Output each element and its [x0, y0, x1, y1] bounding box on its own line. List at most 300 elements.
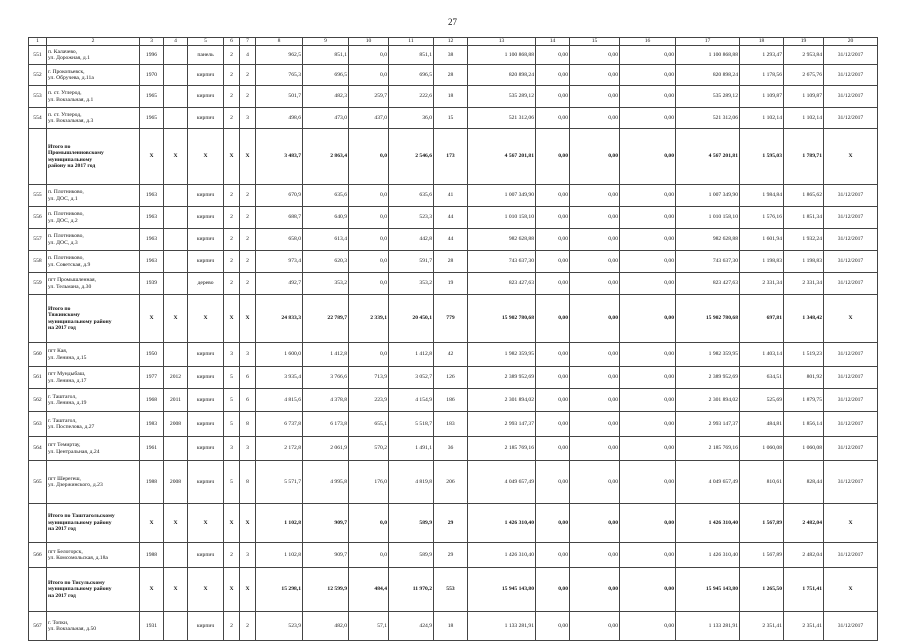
cell-registered-residents: 18: [434, 86, 468, 108]
cell-funds-owners: 2 301 894,02: [676, 389, 740, 412]
cell-entrances: Х: [240, 129, 256, 185]
cell-floors: 3: [224, 343, 240, 367]
cell-area-nonresidential: 176,0: [349, 461, 389, 504]
cell-total-area: 498,6: [256, 108, 303, 129]
cell-floors: Х: [224, 295, 240, 343]
cell-area-residential: 2 546,6: [389, 129, 434, 185]
cell-funds-owners: 1 426 310,40: [676, 543, 740, 568]
cell-registered-residents: 206: [434, 461, 468, 504]
cell-area-nonresidential: 0,0: [349, 543, 389, 568]
cell-row-number: 567: [29, 612, 47, 641]
cell-unit-cost-repair: 2 351,41: [740, 612, 784, 641]
cell-area-of-premises: 353,2: [303, 273, 349, 295]
cell-repair-cost-total: 1 426 310,40: [468, 543, 536, 568]
cell-address: Итого по Тисульскому муниципальному району на 2017 год: [47, 568, 140, 612]
cell-row-number: [29, 295, 47, 343]
cell-address: г. Прокопьевск, ул. Обручева, д.11а: [47, 65, 140, 86]
cell-completion-date: 31/12/2017: [824, 65, 878, 86]
cell-limit-unit-cost: 1 789,71: [784, 129, 824, 185]
cell-funds-regional: 0,00: [570, 229, 620, 251]
column-number-row: [29, 38, 878, 46]
cell-funds-owners: 4 567 201,81: [676, 129, 740, 185]
cell-registered-residents: 44: [434, 207, 468, 229]
cell-total-area: 1 102,8: [256, 543, 303, 568]
cell-row-number: 560: [29, 343, 47, 367]
cell-limit-unit-cost: 828,44: [784, 461, 824, 504]
cell-registered-residents: 553: [434, 568, 468, 612]
cell-funds-regional: 0,00: [570, 251, 620, 273]
cell-year-built: 1963: [140, 207, 164, 229]
cell-funds-local: 0,00: [620, 251, 676, 273]
cell-funds-federal: 0,00: [536, 65, 570, 86]
cell-entrances: Х: [240, 295, 256, 343]
cell-limit-unit-cost: 1 102,14: [784, 108, 824, 129]
cell-floors: 2: [224, 543, 240, 568]
cell-area-nonresidential: 57,1: [349, 612, 389, 641]
column-number: 8: [256, 38, 303, 46]
table-row: [29, 437, 878, 461]
cell-address: п. Плотниково, ул. ДОС, д.2: [47, 207, 140, 229]
cell-wall-material: кирпич: [188, 412, 224, 437]
cell-area-nonresidential: 0,0: [349, 343, 389, 367]
cell-year-built: 1996: [140, 46, 164, 65]
cell-registered-residents: 28: [434, 251, 468, 273]
cell-entrances: 2: [240, 612, 256, 641]
cell-year-renovated: [164, 46, 188, 65]
cell-wall-material: панель: [188, 46, 224, 65]
cell-row-number: 566: [29, 543, 47, 568]
table-row: [29, 185, 878, 207]
cell-area-of-premises: 620,3: [303, 251, 349, 273]
column-number: 4: [164, 38, 188, 46]
cell-funds-owners: 2 389 952,69: [676, 367, 740, 389]
cell-year-renovated: Х: [164, 295, 188, 343]
table-row: [29, 108, 878, 129]
cell-repair-cost-total: 1 133 281,91: [468, 612, 536, 641]
cell-repair-cost-total: 1 010 158,10: [468, 207, 536, 229]
column-number: 19: [784, 38, 824, 46]
cell-area-nonresidential: 0,0: [349, 504, 389, 543]
cell-funds-local: 0,00: [620, 129, 676, 185]
cell-unit-cost-repair: 1 403,14: [740, 343, 784, 367]
column-number: 11: [389, 38, 434, 46]
cell-area-nonresidential: 223,9: [349, 389, 389, 412]
column-number: 15: [570, 38, 620, 46]
cell-limit-unit-cost: 2 953,84: [784, 46, 824, 65]
cell-floors: 2: [224, 273, 240, 295]
cell-area-nonresidential: 0,0: [349, 65, 389, 86]
cell-year-renovated: [164, 108, 188, 129]
table-row: [29, 367, 878, 389]
cell-completion-date: 31/12/2017: [824, 108, 878, 129]
cell-area-nonresidential: 0,0: [349, 129, 389, 185]
cell-year-built: 1939: [140, 273, 164, 295]
column-number: 18: [740, 38, 784, 46]
cell-year-built: 1965: [140, 108, 164, 129]
cell-limit-unit-cost: 2 351,41: [784, 612, 824, 641]
cell-year-built: 1931: [140, 612, 164, 641]
cell-unit-cost-repair: 1 567,89: [740, 504, 784, 543]
cell-row-number: 556: [29, 207, 47, 229]
cell-limit-unit-cost: 2 482,04: [784, 504, 824, 543]
cell-funds-regional: 0,00: [570, 185, 620, 207]
cell-funds-owners: 535 289,12: [676, 86, 740, 108]
cell-funds-local: 0,00: [620, 229, 676, 251]
cell-completion-date: Х: [824, 568, 878, 612]
cell-funds-owners: 521 312,06: [676, 108, 740, 129]
column-number: 1: [29, 38, 47, 46]
cell-area-of-premises: 12 599,9: [303, 568, 349, 612]
cell-year-renovated: [164, 65, 188, 86]
cell-floors: 2: [224, 207, 240, 229]
cell-address: п. Плотниково, ул. Советская, д.9: [47, 251, 140, 273]
cell-area-residential: 635,6: [389, 185, 434, 207]
cell-registered-residents: 126: [434, 367, 468, 389]
cell-funds-regional: 0,00: [570, 461, 620, 504]
cell-funds-regional: 0,00: [570, 295, 620, 343]
cell-year-renovated: 2008: [164, 412, 188, 437]
cell-row-number: 553: [29, 86, 47, 108]
cell-funds-owners: 2 993 147,37: [676, 412, 740, 437]
cell-area-nonresidential: 259,7: [349, 86, 389, 108]
cell-funds-local: 0,00: [620, 389, 676, 412]
cell-row-number: 555: [29, 185, 47, 207]
cell-funds-federal: 0,00: [536, 207, 570, 229]
cell-row-number: 552: [29, 65, 47, 86]
cell-entrances: 2: [240, 86, 256, 108]
cell-area-of-premises: 613,4: [303, 229, 349, 251]
cell-limit-unit-cost: 1 932,24: [784, 229, 824, 251]
cell-funds-owners: 15 902 780,68: [676, 295, 740, 343]
cell-row-number: 554: [29, 108, 47, 129]
cell-unit-cost-repair: 1 567,89: [740, 543, 784, 568]
cell-limit-unit-cost: 1 198,83: [784, 251, 824, 273]
cell-unit-cost-repair: 1 595,03: [740, 129, 784, 185]
table-row: [29, 65, 878, 86]
cell-floors: 2: [224, 86, 240, 108]
cell-funds-owners: 1 010 158,10: [676, 207, 740, 229]
cell-funds-regional: 0,00: [570, 367, 620, 389]
cell-entrances: 3: [240, 108, 256, 129]
cell-year-renovated: [164, 185, 188, 207]
cell-entrances: Х: [240, 568, 256, 612]
cell-completion-date: 31/12/2017: [824, 273, 878, 295]
cell-year-built: 1968: [140, 389, 164, 412]
cell-total-area: 3 935,4: [256, 367, 303, 389]
cell-funds-regional: 0,00: [570, 612, 620, 641]
cell-registered-residents: 41: [434, 185, 468, 207]
column-number: 14: [536, 38, 570, 46]
cell-area-residential: 353,2: [389, 273, 434, 295]
subtotal-row: [29, 504, 878, 543]
cell-row-number: [29, 568, 47, 612]
cell-limit-unit-cost: 1 856,14: [784, 412, 824, 437]
cell-year-built: 1988: [140, 461, 164, 504]
cell-entrances: Х: [240, 504, 256, 543]
cell-floors: 5: [224, 461, 240, 504]
cell-funds-regional: 0,00: [570, 129, 620, 185]
cell-wall-material: дерево: [188, 273, 224, 295]
cell-year-renovated: [164, 229, 188, 251]
cell-wall-material: кирпич: [188, 229, 224, 251]
cell-total-area: 6 737,8: [256, 412, 303, 437]
cell-funds-regional: 0,00: [570, 389, 620, 412]
cell-area-of-premises: 640,9: [303, 207, 349, 229]
cell-completion-date: 31/12/2017: [824, 185, 878, 207]
cell-area-of-premises: 6 173,8: [303, 412, 349, 437]
cell-completion-date: 31/12/2017: [824, 367, 878, 389]
cell-completion-date: 31/12/2017: [824, 389, 878, 412]
cell-registered-residents: 183: [434, 412, 468, 437]
cell-registered-residents: 19: [434, 273, 468, 295]
cell-limit-unit-cost: 1 879,75: [784, 389, 824, 412]
cell-completion-date: Х: [824, 504, 878, 543]
cell-address: пгт Белогорск, ул. Комсомольская, д.18а: [47, 543, 140, 568]
cell-area-of-premises: 4 378,8: [303, 389, 349, 412]
cell-funds-local: 0,00: [620, 65, 676, 86]
cell-funds-regional: 0,00: [570, 108, 620, 129]
cell-address: Итого по Промышленновскому муниципальному району на 2017 год: [47, 129, 140, 185]
cell-address: пгт Мундыбаш, ул. Ленина, д.17: [47, 367, 140, 389]
cell-area-of-premises: 1 412,8: [303, 343, 349, 367]
cell-floors: 3: [224, 437, 240, 461]
cell-row-number: [29, 504, 47, 543]
cell-completion-date: 31/12/2017: [824, 343, 878, 367]
cell-floors: Х: [224, 504, 240, 543]
cell-floors: 2: [224, 251, 240, 273]
cell-funds-owners: 1 426 310,40: [676, 504, 740, 543]
cell-limit-unit-cost: 1 865,62: [784, 185, 824, 207]
cell-completion-date: 31/12/2017: [824, 437, 878, 461]
cell-funds-local: 0,00: [620, 543, 676, 568]
cell-repair-cost-total: 521 312,06: [468, 108, 536, 129]
cell-funds-federal: 0,00: [536, 46, 570, 65]
cell-registered-residents: 44: [434, 229, 468, 251]
cell-unit-cost-repair: 1 178,56: [740, 65, 784, 86]
cell-limit-unit-cost: 2 331,34: [784, 273, 824, 295]
cell-area-residential: 1 491,1: [389, 437, 434, 461]
cell-funds-regional: 0,00: [570, 65, 620, 86]
cell-registered-residents: 29: [434, 504, 468, 543]
cell-funds-owners: 1 007 349,90: [676, 185, 740, 207]
cell-entrances: 6: [240, 367, 256, 389]
column-number: 17: [676, 38, 740, 46]
column-number: 16: [620, 38, 676, 46]
page-number: 27: [448, 17, 457, 27]
cell-year-built: 1988: [140, 543, 164, 568]
cell-address: п. Плотниково, ул. ДОС, д.3: [47, 229, 140, 251]
cell-area-residential: 851,1: [389, 46, 434, 65]
cell-total-area: 523,9: [256, 612, 303, 641]
cell-funds-local: 0,00: [620, 46, 676, 65]
cell-funds-regional: 0,00: [570, 273, 620, 295]
cell-area-of-premises: 696,5: [303, 65, 349, 86]
cell-area-residential: 20 450,1: [389, 295, 434, 343]
cell-row-number: 551: [29, 46, 47, 65]
cell-funds-federal: 0,00: [536, 229, 570, 251]
cell-funds-federal: 0,00: [536, 273, 570, 295]
cell-address: п. ст. Углерод, ул. Вокзальная, д.3: [47, 108, 140, 129]
cell-funds-federal: 0,00: [536, 343, 570, 367]
cell-total-area: 492,7: [256, 273, 303, 295]
cell-area-residential: 36,0: [389, 108, 434, 129]
cell-address: п. ст. Углерод, ул. Вокзальная, д.1: [47, 86, 140, 108]
cell-year-built: Х: [140, 568, 164, 612]
cell-area-nonresidential: 437,0: [349, 108, 389, 129]
cell-area-residential: 424,9: [389, 612, 434, 641]
cell-funds-local: 0,00: [620, 207, 676, 229]
cell-repair-cost-total: 823 427,63: [468, 273, 536, 295]
cell-floors: Х: [224, 129, 240, 185]
cell-unit-cost-repair: 525,69: [740, 389, 784, 412]
cell-repair-cost-total: 4 049 657,49: [468, 461, 536, 504]
cell-unit-cost-repair: 1 198,83: [740, 251, 784, 273]
cell-wall-material: кирпич: [188, 185, 224, 207]
cell-entrances: 8: [240, 461, 256, 504]
cell-year-renovated: [164, 273, 188, 295]
cell-total-area: 4 815,6: [256, 389, 303, 412]
cell-year-built: 1963: [140, 251, 164, 273]
table-row: [29, 273, 878, 295]
cell-area-of-premises: 482,0: [303, 612, 349, 641]
cell-year-built: 1961: [140, 437, 164, 461]
cell-wall-material: Х: [188, 295, 224, 343]
cell-area-of-premises: 2 863,4: [303, 129, 349, 185]
cell-area-nonresidential: 713,9: [349, 367, 389, 389]
cell-row-number: 565: [29, 461, 47, 504]
cell-year-built: 1963: [140, 229, 164, 251]
cell-funds-federal: 0,00: [536, 389, 570, 412]
cell-funds-owners: 15 945 143,80: [676, 568, 740, 612]
cell-area-nonresidential: 655,1: [349, 412, 389, 437]
cell-year-renovated: 2011: [164, 389, 188, 412]
cell-area-nonresidential: 2 339,1: [349, 295, 389, 343]
cell-limit-unit-cost: 1 519,23: [784, 343, 824, 367]
cell-wall-material: кирпич: [188, 65, 224, 86]
cell-limit-unit-cost: 801,92: [784, 367, 824, 389]
table-row: [29, 343, 878, 367]
cell-total-area: 670,9: [256, 185, 303, 207]
subtotal-row: [29, 295, 878, 343]
subtotal-row: [29, 129, 878, 185]
cell-funds-regional: 0,00: [570, 207, 620, 229]
cell-total-area: 501,7: [256, 86, 303, 108]
cell-year-renovated: 2012: [164, 367, 188, 389]
cell-year-built: Х: [140, 129, 164, 185]
cell-limit-unit-cost: 1 348,42: [784, 295, 824, 343]
cell-registered-residents: 36: [434, 437, 468, 461]
cell-funds-regional: 0,00: [570, 504, 620, 543]
cell-year-renovated: [164, 437, 188, 461]
cell-entrances: 3: [240, 437, 256, 461]
cell-registered-residents: 29: [434, 543, 468, 568]
cell-funds-owners: 982 628,88: [676, 229, 740, 251]
subtotal-row: [29, 568, 878, 612]
cell-area-residential: 442,8: [389, 229, 434, 251]
cell-area-residential: 1 412,8: [389, 343, 434, 367]
table-row: [29, 389, 878, 412]
cell-repair-cost-total: 2 301 894,02: [468, 389, 536, 412]
column-number: 2: [47, 38, 140, 46]
cell-funds-regional: 0,00: [570, 343, 620, 367]
column-number: 20: [824, 38, 878, 46]
cell-wall-material: кирпич: [188, 437, 224, 461]
cell-registered-residents: 28: [434, 65, 468, 86]
cell-funds-federal: 0,00: [536, 295, 570, 343]
housing-register-table: [28, 37, 878, 641]
cell-completion-date: Х: [824, 295, 878, 343]
cell-limit-unit-cost: 2 482,04: [784, 543, 824, 568]
cell-total-area: 15 298,1: [256, 568, 303, 612]
cell-year-renovated: [164, 612, 188, 641]
cell-area-residential: 222,6: [389, 86, 434, 108]
cell-funds-regional: 0,00: [570, 543, 620, 568]
cell-floors: Х: [224, 568, 240, 612]
cell-funds-federal: 0,00: [536, 108, 570, 129]
cell-unit-cost-repair: 1 984,84: [740, 185, 784, 207]
cell-unit-cost-repair: 1 601,94: [740, 229, 784, 251]
cell-repair-cost-total: 4 567 201,81: [468, 129, 536, 185]
cell-repair-cost-total: 1 100 868,88: [468, 46, 536, 65]
cell-area-of-premises: 2 061,9: [303, 437, 349, 461]
cell-total-area: 962,5: [256, 46, 303, 65]
cell-limit-unit-cost: 1 851,34: [784, 207, 824, 229]
cell-area-of-premises: 482,3: [303, 86, 349, 108]
cell-floors: 5: [224, 412, 240, 437]
cell-funds-local: 0,00: [620, 568, 676, 612]
cell-area-nonresidential: 0,0: [349, 273, 389, 295]
cell-funds-local: 0,00: [620, 367, 676, 389]
cell-completion-date: 31/12/2017: [824, 543, 878, 568]
cell-area-residential: 696,5: [389, 65, 434, 86]
cell-year-built: 1970: [140, 65, 164, 86]
cell-funds-local: 0,00: [620, 461, 676, 504]
cell-funds-local: 0,00: [620, 504, 676, 543]
cell-completion-date: 31/12/2017: [824, 46, 878, 65]
cell-repair-cost-total: 1 426 310,40: [468, 504, 536, 543]
cell-entrances: 6: [240, 389, 256, 412]
cell-entrances: 2: [240, 273, 256, 295]
cell-wall-material: Х: [188, 129, 224, 185]
column-number: 9: [303, 38, 349, 46]
cell-address: п. Плотниково, ул. ДОС, д.1: [47, 185, 140, 207]
cell-unit-cost-repair: 634,51: [740, 367, 784, 389]
cell-area-nonresidential: 0,0: [349, 229, 389, 251]
table-row: [29, 612, 878, 641]
cell-year-renovated: Х: [164, 568, 188, 612]
cell-funds-owners: 1 100 868,88: [676, 46, 740, 65]
cell-registered-residents: 42: [434, 343, 468, 367]
cell-wall-material: кирпич: [188, 343, 224, 367]
cell-funds-local: 0,00: [620, 86, 676, 108]
cell-wall-material: Х: [188, 504, 224, 543]
cell-area-nonresidential: 0,0: [349, 46, 389, 65]
cell-registered-residents: 38: [434, 46, 468, 65]
column-number: 7: [240, 38, 256, 46]
cell-unit-cost-repair: 697,81: [740, 295, 784, 343]
cell-row-number: 558: [29, 251, 47, 273]
cell-completion-date: 31/12/2017: [824, 86, 878, 108]
cell-address: г. Таштагол, ул. Ленина, д.19: [47, 389, 140, 412]
cell-area-nonresidential: 484,4: [349, 568, 389, 612]
table-row: [29, 543, 878, 568]
cell-wall-material: кирпич: [188, 612, 224, 641]
cell-year-built: 1983: [140, 412, 164, 437]
table-row: [29, 46, 878, 65]
column-number: 3: [140, 38, 164, 46]
cell-unit-cost-repair: 1 060,08: [740, 437, 784, 461]
table-row: [29, 229, 878, 251]
